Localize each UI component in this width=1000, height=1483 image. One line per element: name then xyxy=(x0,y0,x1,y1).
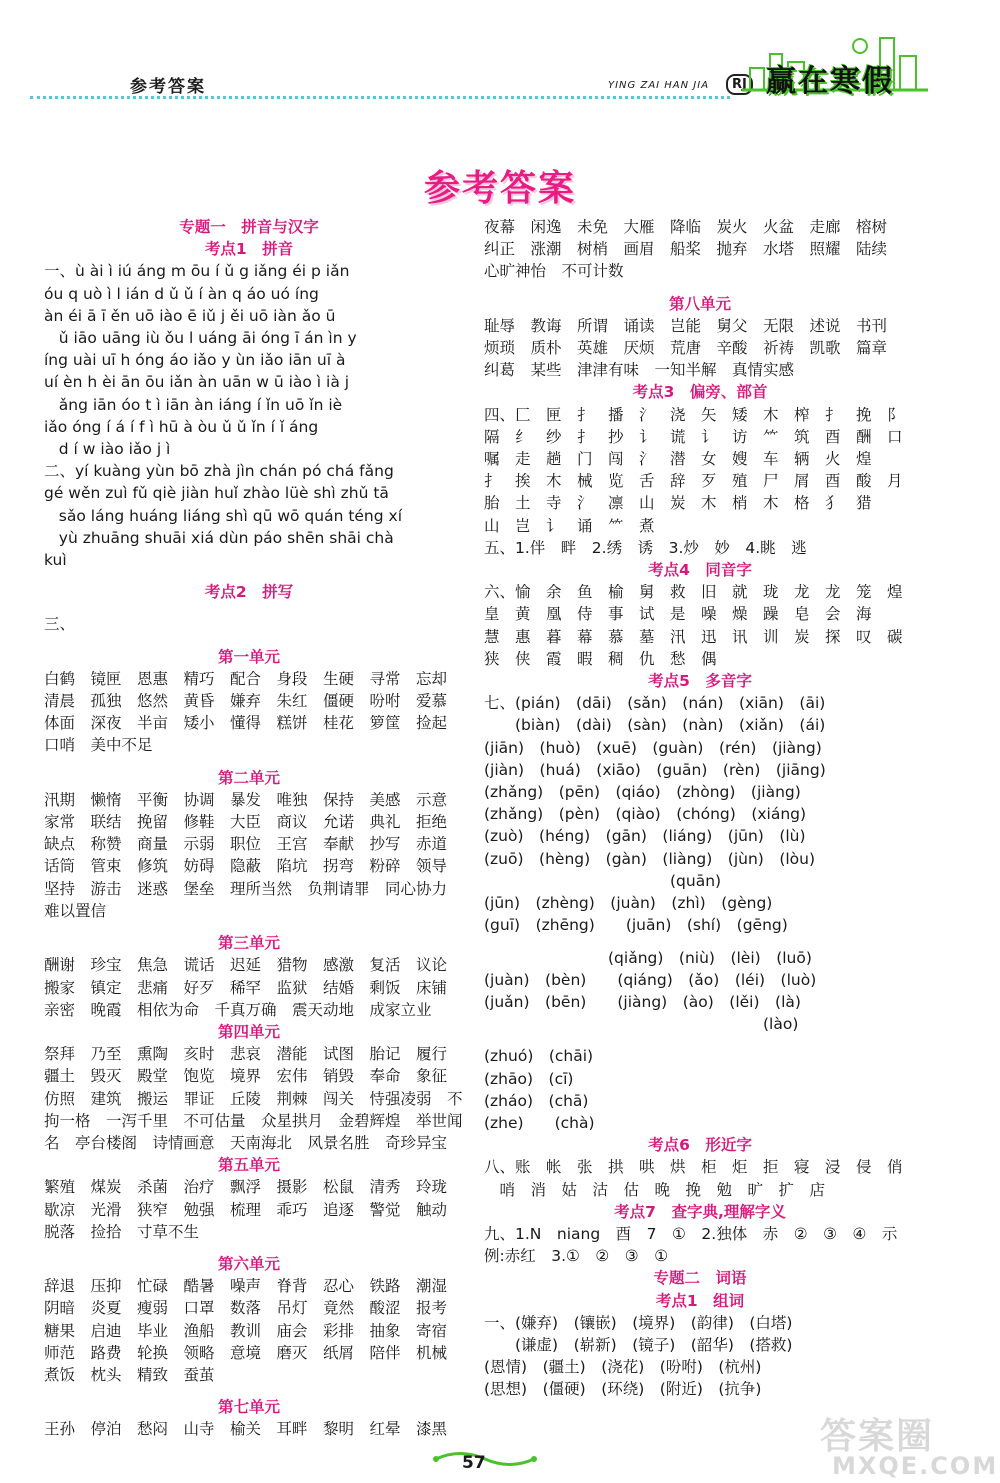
answer-line: 烦琐 质朴 英雄 厌烦 荒唐 辛酸 祈祷 凯歌 篇章 xyxy=(484,339,888,358)
answer-line: 脱落 捡拾 寸草不生 xyxy=(44,1222,200,1241)
answer-line: 王孙 停泊 愁闷 山寺 榆关 耳畔 黎明 红晕 漆黑 xyxy=(44,1420,448,1439)
answer-line: 胎 土 寺 氵 凛 山 炭 木 梢 木 格 犭 猎 xyxy=(484,494,872,513)
answer-line: 家常 联结 挽留 修鞋 大臣 商议 允诺 典礼 拒绝 xyxy=(44,813,448,832)
header-pinyin: YING ZAI HAN JIA xyxy=(608,80,710,91)
answer-line: d í w iào iǎo j ì xyxy=(44,440,171,459)
answer-line: 耻辱 教诲 所谓 诵读 岂能 舅父 无限 述说 书刊 xyxy=(484,316,888,335)
answer-line: (恩情) (疆土) (浇花) (吩咐) (杭州) xyxy=(484,1358,762,1377)
answer-line: (juǎn) (bēn) (jiàng) (ào) (lěi) (là) xyxy=(484,992,801,1011)
answer-line: (zuò) (héng) (gān) (liáng) (jūn) (lù) xyxy=(484,827,806,846)
answer-line: 例:赤红 3.① ② ③ ① xyxy=(484,1247,669,1266)
topic-heading: 考点4 同音字 xyxy=(648,561,752,580)
answer-line: 糖果 启迪 毕业 渔船 教训 庙会 彩排 抽象 寄宿 xyxy=(44,1321,448,1340)
header-dotted-rule xyxy=(30,96,730,99)
answer-line: 繁殖 煤炭 杀菌 治疗 飘浮 摄影 松鼠 清秀 玲珑 xyxy=(44,1178,448,1197)
answer-line: (思想) (僵硬) (环绕) (附近) (抗争) xyxy=(484,1380,762,1399)
answer-line: 师范 路费 轮换 领略 意境 磨灭 纸屑 陪伴 机械 xyxy=(44,1343,448,1362)
unit-heading: 第五单元 xyxy=(217,1156,280,1175)
unit-heading: 第二单元 xyxy=(217,768,280,787)
answer-line: 四、匚 匣 扌 播 氵 浇 矢 矮 木 榨 扌 挽 阝 xyxy=(484,405,903,424)
answer-line: yù zhuāng shuāi xiá dùn páo shēn shāi chà xyxy=(44,528,394,547)
topic-heading: 考点6 形近字 xyxy=(648,1136,752,1155)
answer-line: uí èn h èi ān ōu iǎn àn uān w ū iào ì ià j xyxy=(44,373,350,392)
answer-line: 仿照 建筑 搬运 罪证 丘陵 荆棘 闯关 恃强凌弱 不 xyxy=(44,1089,463,1108)
answer-line: 哨 消 姑 沽 估 晚 挽 勉 旷 扩 店 xyxy=(484,1180,826,1199)
unit-heading: 第六单元 xyxy=(217,1254,280,1273)
spacer xyxy=(44,603,454,613)
section-heading: 专题一 拼音与汉字 xyxy=(179,218,319,236)
answer-line: 皇 黄 凰 侍 事 试 是 噪 燥 躁 皂 会 海 xyxy=(484,605,872,624)
answer-line: 一、ù ài ì iú áng m ōu í ǔ g iǎng éi p iǎn xyxy=(44,262,350,281)
answer-line: 搬家 镇定 悲痛 好歹 稀罕 监狱 结婚 剩饭 床铺 xyxy=(44,978,448,997)
topic-heading: 考点1 拼音 xyxy=(204,240,294,259)
answer-line: 九、1.N niang 酉 7 ① 2.独体 赤 ② ③ ④ 示 xyxy=(484,1224,898,1243)
answer-line: 清晨 孤独 悠然 黄昏 嫌弃 朱红 僵硬 吩咐 爱慕 xyxy=(44,692,448,711)
answer-line: 拘一格 一泻千里 不可估量 众星拱月 金碧辉煌 举世闻 xyxy=(44,1111,463,1130)
unit-heading: 第四单元 xyxy=(217,1022,280,1041)
section-heading: 专题二 词语 xyxy=(653,1269,747,1288)
watermark-text: 答案圈 xyxy=(820,1416,935,1457)
spacer xyxy=(484,937,916,947)
answer-line: kuì xyxy=(44,551,67,570)
topic-heading: 考点2 拼写 xyxy=(204,583,294,602)
answer-line: (zhǎng) (pèn) (qiào) (chóng) (xiáng) xyxy=(484,805,807,824)
page-title: 参考答案 xyxy=(423,168,576,209)
answer-line: 八、账 帐 张 拱 哄 烘 柜 炬 拒 寝 浸 侵 俏 xyxy=(484,1158,903,1177)
topic-heading: 考点1 组词 xyxy=(655,1291,745,1310)
answer-line: (jūn) (zhèng) (juàn) (zhì) (gèng) xyxy=(484,894,773,913)
spacer xyxy=(44,1243,454,1253)
header-rj-badge: RJ xyxy=(726,74,753,95)
answer-line: (zhāo) (cī) xyxy=(484,1069,574,1088)
answer-line: 口哨 美中不足 xyxy=(44,736,153,755)
answer-line: 疆土 毁灭 殿堂 饱览 境界 宏伟 销毁 奉命 象征 xyxy=(44,1067,448,1086)
answer-line: 一、(嫌弃) (镶嵌) (境界) (韵律) (白塔) xyxy=(484,1313,793,1332)
answer-line: (guī) (zhēng) (juān) (shí) (gēng) xyxy=(484,916,788,935)
answer-line: gé wěn zuì fǔ qiè jiàn huǐ zhào lüè shì zhǔ tā xyxy=(44,484,389,503)
answer-line: iǎo óng í á í f ì hū à òu ǔ ǔ ǐn í ǐ áng xyxy=(44,417,319,436)
answer-line: 辞退 压抑 忙碌 酷暑 噪声 脊背 忍心 铁路 潮湿 xyxy=(44,1277,448,1296)
answer-line: (qiǎng) (niù) (lèi) (luō) xyxy=(484,948,812,967)
answer-line: ǔ iāo uāng iù ǒu l uáng āi óng ī án ìn y xyxy=(44,329,357,348)
answer-line: 心旷神怡 不可计数 xyxy=(484,262,624,281)
spacer xyxy=(44,1386,454,1396)
answer-line: 酬谢 珍宝 焦急 谎话 迟延 猎物 感激 复活 议论 xyxy=(44,956,448,975)
watermark-url: MXQE.COM xyxy=(832,1452,999,1480)
answer-line: (quān) xyxy=(484,871,722,890)
answer-line: sǎo láng huáng liáng shì qū wō quán téng xí xyxy=(44,506,402,525)
answer-line: 话筒 管束 修筑 妨碍 隐蔽 陷坑 拐弯 粉碎 领导 xyxy=(44,857,448,876)
topic-heading: 考点3 偏旁、部首 xyxy=(632,383,768,402)
answer-line: 二、yí kuàng yùn bō zhà jìn chán pó chá fǎng xyxy=(44,462,394,481)
unit-heading: 第三单元 xyxy=(217,934,280,953)
spacer xyxy=(44,636,454,646)
left-column xyxy=(44,216,463,1441)
spacer xyxy=(484,283,916,293)
answer-line: 坚持 游击 迷惑 堡垒 理所当然 负荆请罪 同心协力 xyxy=(44,879,448,898)
answer-line: 扌 挨 木 械 览 舌 辞 歹 殖 尸 屑 酉 酸 月 xyxy=(484,472,903,491)
spacer xyxy=(44,757,454,767)
answer-line: (zhe) (chà) xyxy=(484,1113,595,1132)
spacer xyxy=(44,571,454,581)
answer-line: (谦虚) (崭新) (镜子) (韶华) (搭救) xyxy=(484,1335,793,1354)
answer-line: 纠葛 某些 津津有味 一知半解 真情实感 xyxy=(484,361,795,380)
answer-line: (zháo) (chā) xyxy=(484,1091,589,1110)
answer-line: 白鹤 镜匣 恩惠 精巧 配合 身段 生硬 寻常 忘却 xyxy=(44,669,448,688)
answer-line: 名 亭台楼阁 诗情画意 天南海北 风景名胜 奇珍异宝 xyxy=(44,1133,448,1152)
right-column xyxy=(484,216,916,1401)
answer-line: (lào) xyxy=(484,1015,799,1034)
answer-line: (jiàn) (huá) (xiāo) (guān) (rèn) (jiāng) xyxy=(484,760,826,779)
answer-line: 五、1.伴 畔 2.绣 诱 3.炒 妙 4.眺 逃 xyxy=(484,538,807,557)
brand-logo-text: 赢在寒假 xyxy=(766,64,894,99)
answer-line: 煮饭 枕头 精致 蚕茧 xyxy=(44,1365,215,1384)
answer-line: 难以置信 xyxy=(44,901,107,920)
answer-line: 亲密 晚霞 相依为命 千真万确 震天动地 成家立业 xyxy=(44,1000,432,1019)
answer-line: 六、愉 余 鱼 榆 舅 救 旧 就 珑 龙 龙 笼 煌 xyxy=(484,583,903,602)
answer-line: 祭拜 乃至 熏陶 亥时 悲哀 潜能 试图 胎记 履行 xyxy=(44,1045,448,1064)
answer-line: àn éi ā ī ěn uō iào ē iǔ j ěi uō iàn ǎo ū xyxy=(44,306,336,325)
answer-line: (zhǎng) (pēn) (qiáo) (zhòng) (jiàng) xyxy=(484,783,801,802)
answer-line: íng uài uī h óng áo iǎo y ùn iǎo iān uī à xyxy=(44,351,346,370)
topic-heading: 考点5 多音字 xyxy=(648,672,752,691)
answer-line: ǎng iān óo t ì iān àn iáng í ǐn uō ǐn iè xyxy=(44,395,343,414)
answer-line: 七、(pián) (dāi) (sǎn) (nán) (xiān) (āi) xyxy=(484,694,826,713)
answer-line: (biàn) (dài) (sàn) (nàn) (xiǎn) (ái) xyxy=(484,716,826,735)
spacer xyxy=(484,1035,916,1045)
answer-line: 嘱 走 趟 门 闯 氵 潜 女 嫂 车 辆 火 煌 xyxy=(484,450,872,469)
topic-heading: 考点7 查字典,理解字义 xyxy=(614,1202,786,1221)
answer-line: (zuō) (hèng) (gàn) (liàng) (jùn) (lòu) xyxy=(484,849,816,868)
page-number: 57 xyxy=(462,1453,486,1473)
answer-line: 夜幕 闲逸 未免 大雁 降临 炭火 火盆 走廊 榕树 xyxy=(484,218,888,236)
answer-line: 纠正 涨潮 树梢 画眉 船桨 抛弃 水塔 照耀 陆续 xyxy=(484,240,888,259)
answer-line: 汛期 懒惰 平衡 协调 暴发 唯独 保持 美感 示意 xyxy=(44,790,448,809)
answer-line: 狭 侠 霞 暇 稠 仇 愁 偶 xyxy=(484,649,717,668)
unit-heading: 第八单元 xyxy=(668,294,731,313)
answer-line: (zhuó) (chāi) xyxy=(484,1047,594,1066)
answer-line: (juàn) (bèn) (qiáng) (ǎo) (léi) (luò) xyxy=(484,970,817,989)
answer-line: 隔 纟 纱 扌 抄 讠 谎 讠 访 ⺮ 筑 酉 酬 口 xyxy=(484,427,903,446)
answer-line: 歇凉 光滑 狭窄 勉强 梳理 乖巧 追逐 警觉 触动 xyxy=(44,1200,448,1219)
answer-line: 三、 xyxy=(44,615,76,634)
answer-line: 山 岂 讠 诵 ⺮ 煮 xyxy=(484,516,655,535)
unit-heading: 第七单元 xyxy=(217,1398,280,1417)
spacer xyxy=(44,922,454,932)
header-left-title: 参考答案 xyxy=(130,77,206,97)
unit-heading: 第一单元 xyxy=(217,647,280,666)
answer-line: óu q uò ì l ián d ǔ ǔ í àn q áo uó íng xyxy=(44,284,319,303)
answer-line: 阴暗 炎夏 瘦弱 口罩 数落 吊灯 竟然 酸涩 报考 xyxy=(44,1299,448,1318)
answer-line: 缺点 称赞 商量 示弱 职位 王宫 奉献 抄写 赤道 xyxy=(44,835,448,854)
answer-line: 慧 惠 暮 幕 慕 墓 汛 迅 讯 训 炭 探 叹 碳 xyxy=(484,627,903,646)
answer-line: (jiān) (huò) (xuē) (guàn) (rén) (jiàng) xyxy=(484,738,822,757)
answer-line: 体面 深夜 半亩 矮小 懂得 糕饼 桂花 箩筐 捡起 xyxy=(44,714,448,733)
